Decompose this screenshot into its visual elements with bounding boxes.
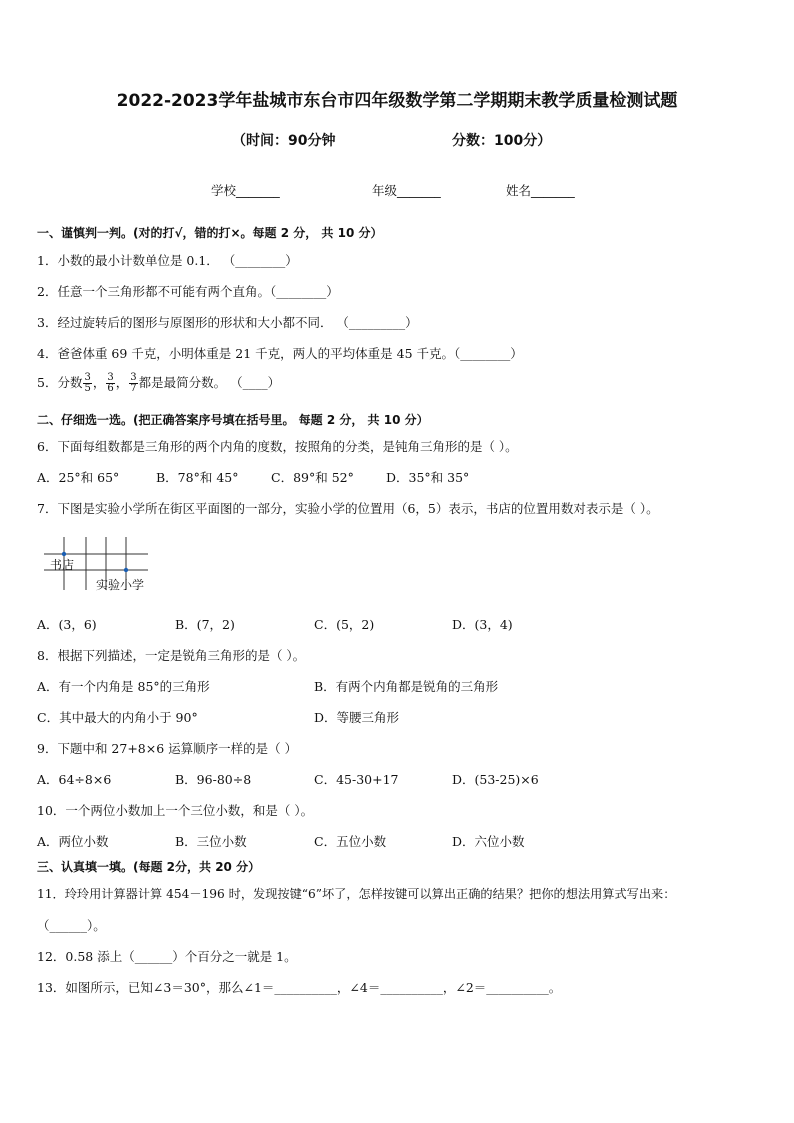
- q10-option-a: A．两位小数: [37, 834, 109, 849]
- q10-option-c: C．五位小数: [314, 834, 387, 849]
- question-8: 8．根据下列描述，一定是锐角三角形的是（ ）。: [37, 648, 306, 663]
- school-point: [124, 568, 128, 572]
- exam-time: （时间：90分钟: [232, 133, 336, 149]
- q6-option-d: D．35°和 35°: [386, 470, 470, 485]
- question-2: 2．任意一个三角形都不可能有两个直角。（________）: [37, 284, 339, 299]
- question-4: 4．爸爸体重 69 千克，小明体重是 21 千克，两人的平均体重是 45 千克。（________）: [37, 346, 523, 361]
- q9-option-a: A．64÷8×6: [37, 772, 112, 787]
- q9-option-b: B．96-80÷8: [175, 772, 252, 787]
- school-field: 学校_______: [211, 183, 280, 198]
- question-3: 3．经过旋转后的图形与原图形的形状和大小都不同． （_________）: [37, 315, 418, 330]
- q5-suffix: 都是最简分数。 （____）: [138, 375, 281, 390]
- school-label: 实验小学: [96, 578, 145, 592]
- q6-option-b: B．78°和 45°: [156, 470, 239, 485]
- q7-option-c: C．(5，2): [314, 617, 375, 632]
- fraction-3-5: $\frac{3}{5}$: [84, 372, 91, 394]
- section-1-heading: 一、谨慎判一判。(对的打√，错的打×。每题 2 分， 共 10 分）: [37, 226, 383, 240]
- q8-option-b: B．有两个内角都是锐角的三角形: [314, 679, 499, 694]
- question-5: 5．分数 $\frac{3}{5}$ ， $\frac{3}{6}$ ， $\frac{3}{7}$ 都是最简分数。 （____）: [37, 372, 281, 394]
- fraction-3-7: $\frac{3}{7}$: [130, 372, 137, 394]
- bookstore-label: 书店: [50, 558, 75, 572]
- q9-option-c: C．45-30+17: [314, 772, 399, 787]
- question-7: 7．下图是实验小学所在街区平面图的一部分，实验小学的位置用（6，5）表示，书店的位置用数对表示是（ ）。: [37, 501, 659, 516]
- q8-option-c: C．其中最大的内角小于 90°: [37, 710, 198, 725]
- grade-field: 年级_______: [372, 183, 441, 198]
- q10-option-b: B．三位小数: [175, 834, 247, 849]
- question-13: 13．如图所示，已知∠3＝30°，那么∠1＝__________，∠4＝__________，∠2＝__________。: [37, 980, 562, 995]
- question-9: 9．下题中和 27+8×6 运算顺序一样的是（ ）: [37, 741, 298, 756]
- section-2-heading: 二、仔细选一选。(把正确答案序号填在括号里。 每题 2 分， 共 10 分）: [37, 413, 429, 427]
- fraction-3-6: $\frac{3}{6}$: [107, 372, 114, 394]
- exam-score: 分数：100分）: [452, 133, 552, 149]
- q9-option-d: D．(53-25)×6: [452, 772, 539, 787]
- q7-option-a: A．(3，6): [37, 617, 97, 632]
- q8-option-a: A．有一个内角是 85°的三角形: [37, 679, 210, 694]
- question-10: 10．一个两位小数加上一个三位小数，和是（ ）。: [37, 803, 314, 818]
- question-6: 6．下面每组数都是三角形的两个内角的度数，按照角的分类，是钝角三角形的是（ ）。: [37, 439, 518, 454]
- question-11: 11．玲玲用计算器计算 454－196 时，发现按键“6”坏了，怎样按键可以算出正确的结果？把你的想法用算式写出来：: [37, 887, 676, 901]
- question-1: 1．小数的最小计数单位是 0.1． （________）: [37, 253, 298, 268]
- section-3-heading: 三、认真填一填。(每题 2分，共 20 分）: [37, 860, 261, 874]
- q6-option-a: A．25°和 65°: [37, 470, 120, 485]
- q10-option-d: D．六位小数: [452, 834, 525, 849]
- question-11-answer: （______）。: [37, 918, 106, 933]
- name-field: 姓名_______: [506, 183, 575, 198]
- q6-option-c: C．89°和 52°: [271, 470, 354, 485]
- page-title: 2022-2023学年盐城市东台市四年级数学第二学期期末教学质量检测试题: [116, 91, 678, 111]
- q7-option-d: D．(3，4): [452, 617, 513, 632]
- q7-option-b: B．(7，2): [175, 617, 235, 632]
- question-12: 12．0.58 添上（______）个百分之一就是 1。: [37, 949, 297, 964]
- q8-option-d: D．等腰三角形: [314, 710, 400, 725]
- q5-prefix: 5．分数: [37, 375, 83, 390]
